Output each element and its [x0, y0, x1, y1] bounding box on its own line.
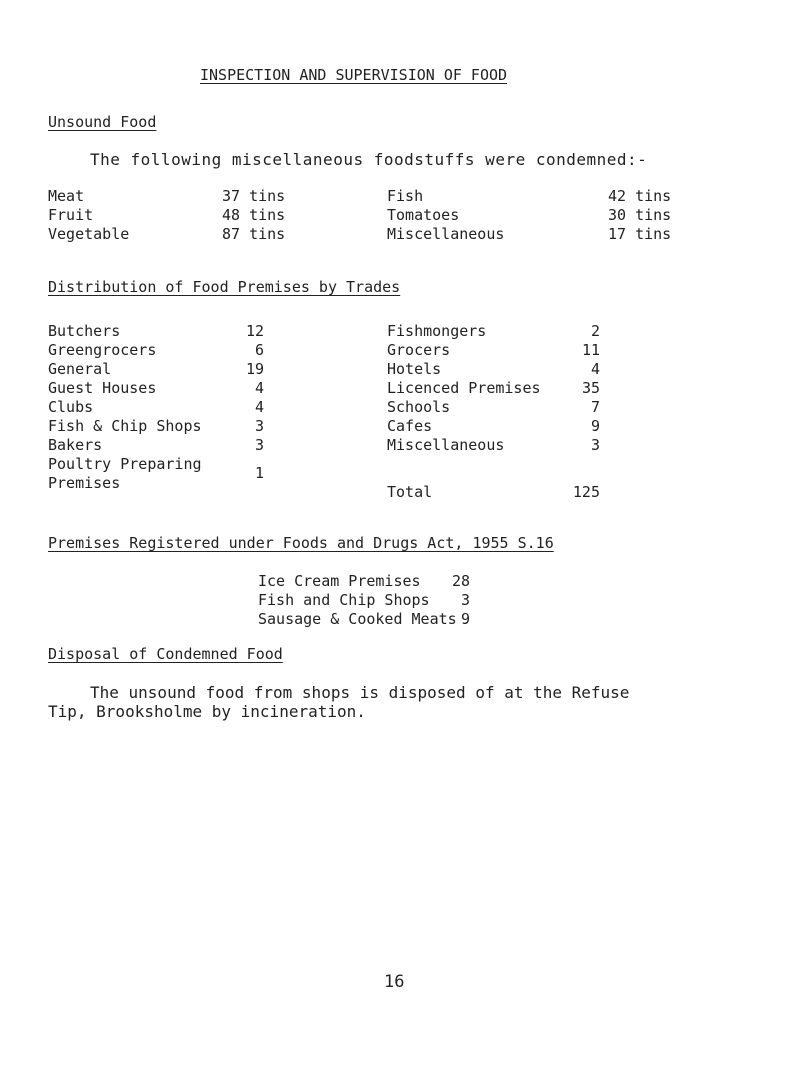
trade-name: Grocers [387, 341, 451, 359]
unsound-item-qty: 87 tins [222, 225, 286, 243]
registered-item-name: Sausage & Cooked Meats [258, 610, 457, 628]
trade-name: General [48, 360, 112, 378]
trade-count: 12 [245, 322, 264, 340]
section-heading-unsound-food: Unsound Food [48, 113, 157, 131]
trade-count: 4 [254, 398, 264, 416]
trade-count: 3 [590, 436, 600, 454]
trade-name: Fish & Chip Shops [48, 417, 202, 435]
unsound-item-qty: 37 tins [222, 187, 286, 205]
section-heading-distribution: Distribution of Food Premises by Trades [48, 278, 401, 296]
unsound-item-name: Tomatoes [387, 206, 460, 224]
trade-count: 11 [581, 341, 600, 359]
registered-item-count: 9 [460, 610, 470, 628]
unsound-intro: The following miscellaneous foodstuffs were condemned:- [90, 150, 648, 169]
trade-name: Fishmongers [387, 322, 487, 340]
unsound-item-name: Vegetable [48, 225, 130, 243]
unsound-item-qty: 48 tins [222, 206, 286, 224]
trade-name: Cafes [387, 417, 433, 435]
total-value: 125 [572, 483, 600, 501]
unsound-item-name: Miscellaneous [387, 225, 505, 243]
trade-name: Schools [387, 398, 451, 416]
trade-count: 6 [254, 341, 264, 359]
trade-count: 3 [254, 417, 264, 435]
page-number: 16 [384, 972, 405, 992]
trade-count: 2 [590, 322, 600, 340]
trade-name: Hotels [387, 360, 442, 378]
trade-name: Clubs [48, 398, 94, 416]
trade-name: Licenced Premises [387, 379, 541, 397]
trade-name: Miscellaneous [387, 436, 505, 454]
unsound-item-name: Meat [48, 187, 85, 205]
trade-count: 1 [254, 464, 264, 482]
trade-name-continued: Premises [48, 474, 121, 492]
trade-count: 4 [590, 360, 600, 378]
unsound-item-name: Fish [387, 187, 424, 205]
registered-item-count: 28 [451, 572, 470, 590]
section-heading-registered: Premises Registered under Foods and Drugs Act, 1955 S.16 [48, 534, 554, 552]
unsound-item-qty: 30 tins [608, 206, 672, 224]
trade-count: 4 [254, 379, 264, 397]
unsound-item-qty: 42 tins [608, 187, 672, 205]
unsound-item-name: Fruit [48, 206, 94, 224]
trade-count: 19 [245, 360, 264, 378]
disposal-text-line-2: Tip, Brooksholme by incineration. [48, 702, 366, 721]
section-heading-disposal: Disposal of Condemned Food [48, 645, 283, 663]
unsound-item-qty: 17 tins [608, 225, 672, 243]
trade-name: Greengrocers [48, 341, 157, 359]
registered-item-name: Fish and Chip Shops [258, 591, 430, 609]
trade-name: Butchers [48, 322, 121, 340]
trade-name: Guest Houses [48, 379, 157, 397]
trade-name: Poultry Preparing [48, 455, 202, 473]
trade-count: 3 [254, 436, 264, 454]
registered-item-name: Ice Cream Premises [258, 572, 421, 590]
trade-name: Bakers [48, 436, 103, 454]
trade-count: 35 [581, 379, 600, 397]
disposal-text-line-1: The unsound food from shops is disposed of at the Refuse [90, 683, 630, 702]
trade-count: 9 [590, 417, 600, 435]
total-label: Total [387, 483, 433, 501]
trade-count: 7 [590, 398, 600, 416]
page-title: INSPECTION AND SUPERVISION OF FOOD [200, 66, 508, 84]
registered-item-count: 3 [460, 591, 470, 609]
